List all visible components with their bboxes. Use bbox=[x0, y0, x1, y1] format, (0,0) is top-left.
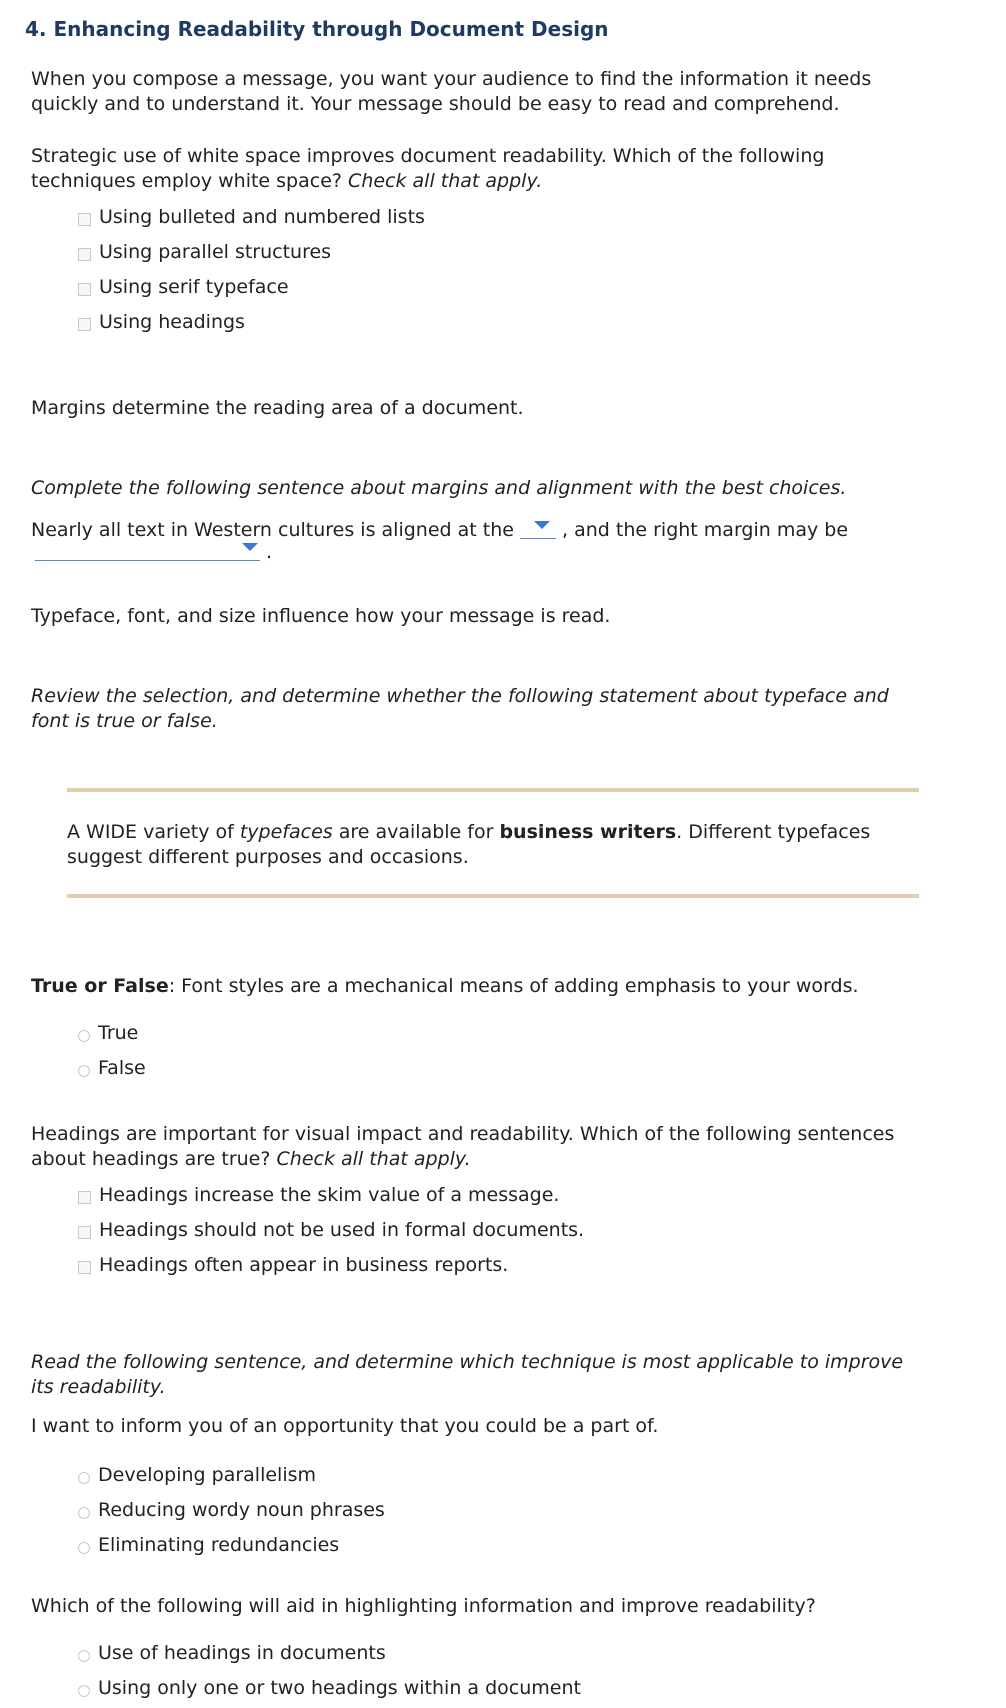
right-margin-dropdown[interactable] bbox=[35, 540, 260, 561]
radio[interactable] bbox=[78, 1507, 90, 1519]
radio[interactable] bbox=[78, 1542, 90, 1554]
q3-option-true[interactable]: True bbox=[78, 1016, 146, 1051]
radio[interactable] bbox=[78, 1030, 90, 1042]
radio[interactable] bbox=[78, 1472, 90, 1484]
q1-option[interactable]: Using bulleted and numbered lists bbox=[78, 200, 425, 235]
q5-option[interactable]: Reducing wordy noun phrases bbox=[78, 1493, 385, 1528]
excerpt-top-divider bbox=[67, 788, 919, 792]
excerpt-text: A WIDE variety of typefaces are available for business writers. Different typefaces suggest different purposes and occasions. bbox=[67, 821, 871, 868]
q6-options bbox=[78, 1636, 581, 1706]
checkbox[interactable] bbox=[78, 1191, 91, 1204]
q5-option[interactable]: Eliminating redundancies bbox=[78, 1528, 385, 1563]
q2-instruction: Complete the following sentence about margins and alignment with the best choices. bbox=[31, 477, 847, 499]
q6-option[interactable]: Using only one or two headings within a document bbox=[78, 1671, 581, 1706]
radio[interactable] bbox=[78, 1685, 90, 1697]
q3-options bbox=[78, 1016, 146, 1086]
q4-option[interactable]: Headings increase the skim value of a message. bbox=[78, 1178, 584, 1213]
q4-options bbox=[78, 1178, 584, 1283]
checkbox[interactable] bbox=[78, 318, 91, 331]
q3-instruction: Review the selection, and determine whether the following statement about typeface and font is true or false. bbox=[31, 685, 889, 732]
q5-option[interactable]: Developing parallelism bbox=[78, 1458, 385, 1493]
checkbox[interactable] bbox=[78, 1226, 91, 1239]
excerpt-bottom-divider bbox=[67, 894, 919, 898]
margins-note: Margins determine the reading area of a document. bbox=[31, 397, 524, 419]
checkbox[interactable] bbox=[78, 283, 91, 296]
radio[interactable] bbox=[78, 1065, 90, 1077]
q5-sentence: I want to inform you of an opportunity that you could be a part of. bbox=[31, 1415, 659, 1437]
chevron-down-icon bbox=[242, 543, 258, 551]
checkbox[interactable] bbox=[78, 1261, 91, 1274]
q1-option[interactable]: Using headings bbox=[78, 305, 425, 340]
q4-option[interactable]: Headings should not be used in formal documents. bbox=[78, 1213, 584, 1248]
q3-statement: True or False: Font styles are a mechanical means of adding emphasis to your words. bbox=[31, 975, 859, 997]
q6-option[interactable]: Use of headings in documents bbox=[78, 1636, 581, 1671]
chevron-down-icon bbox=[534, 521, 550, 529]
typeface-note: Typeface, font, and size influence how your message is read. bbox=[31, 605, 611, 627]
q6-prompt: Which of the following will aid in highlighting information and improve readability? bbox=[31, 1595, 816, 1617]
checkbox[interactable] bbox=[78, 213, 91, 226]
intro-text: When you compose a message, you want your audience to find the information it needs quickly and to understand it. Your message should be easy to read and comprehend. bbox=[31, 68, 872, 115]
q1-options bbox=[78, 200, 425, 340]
radio[interactable] bbox=[78, 1650, 90, 1662]
q3-option-false[interactable]: False bbox=[78, 1051, 146, 1086]
page-title: 4. Enhancing Readability through Document Design bbox=[25, 17, 609, 41]
q5-instruction: Read the following sentence, and determine which technique is most applicable to improve its readability. bbox=[31, 1351, 904, 1398]
q2-sentence: Nearly all text in Western cultures is aligned at the , and the right margin may be bbox=[31, 519, 849, 541]
q4-option[interactable]: Headings often appear in business reports. bbox=[78, 1248, 584, 1283]
checkbox[interactable] bbox=[78, 248, 91, 261]
q1-option[interactable]: Using serif typeface bbox=[78, 270, 425, 305]
left-margin-dropdown[interactable] bbox=[520, 518, 556, 539]
q2-sentence-line2: . bbox=[35, 540, 935, 565]
q5-options bbox=[78, 1458, 385, 1563]
q1-prompt: Strategic use of white space improves document readability. Which of the following techniques employ white space? Check all that apply. bbox=[31, 145, 825, 192]
q4-prompt: Headings are important for visual impact and readability. Which of the following sentences about headings are true? Check all that apply. bbox=[31, 1123, 895, 1170]
q1-option[interactable]: Using parallel structures bbox=[78, 235, 425, 270]
